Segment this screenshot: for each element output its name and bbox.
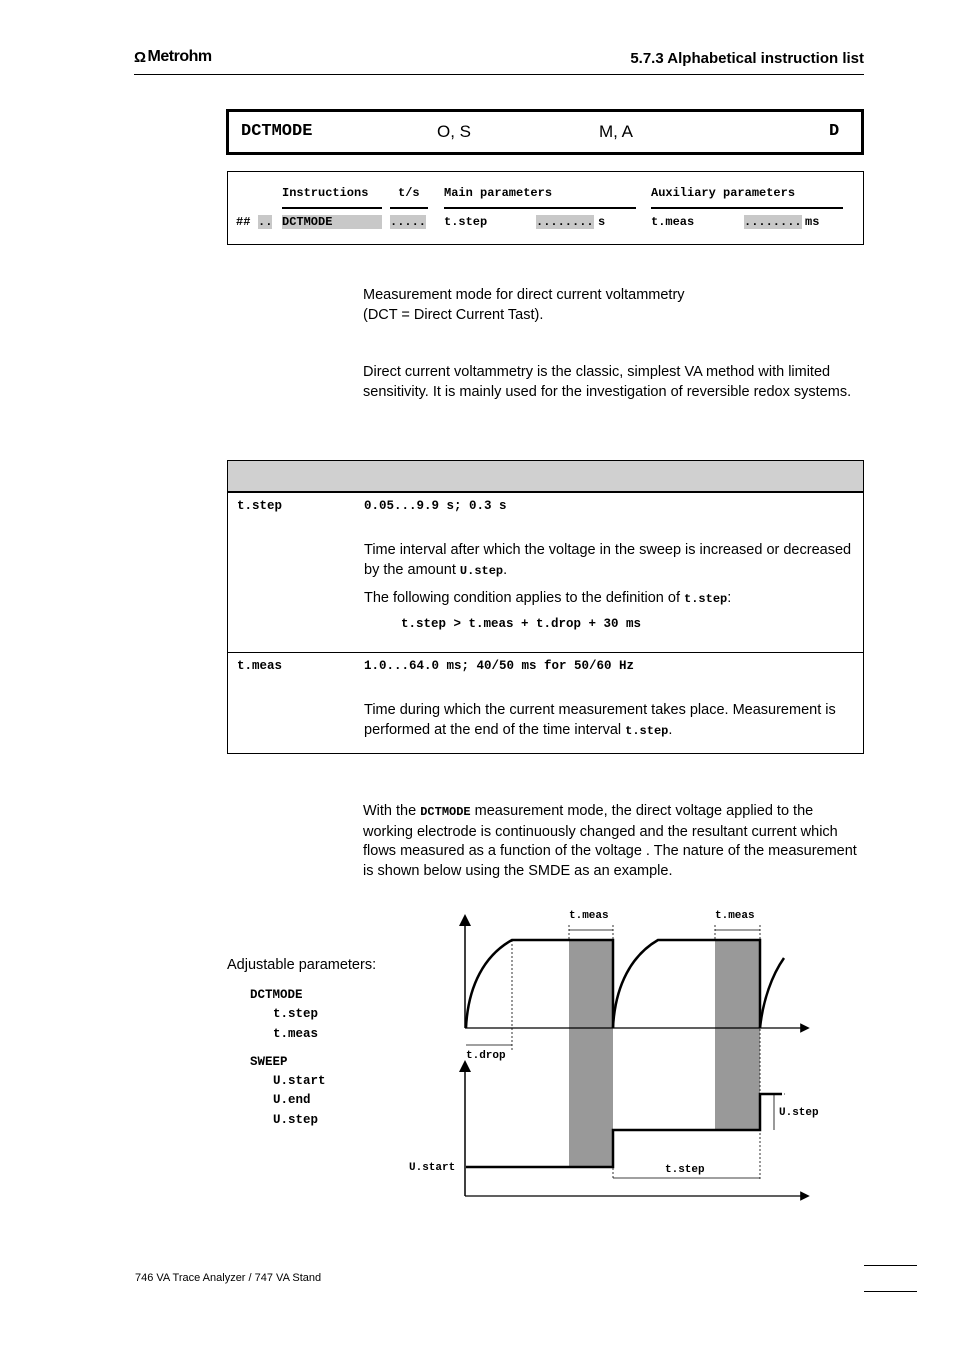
measurement-window-1 <box>569 940 613 1168</box>
adjustable-item: U.end <box>273 1093 311 1108</box>
description-paragraph: Direct current voltammetry is the classic, simplest VA method with limited sensitivity. It is mainly used for the investigation of reversible redox systems. <box>363 364 852 400</box>
syntax-table <box>227 171 864 245</box>
param-condition-t-step: The following condition applies to the definition of t.step: <box>364 590 732 606</box>
dct-timing-diagram <box>400 900 820 1210</box>
param-range-t-meas: 1.0...64.0 ms; 40/50 ms for 50/60 Hz <box>364 659 635 673</box>
syntax-aux-value: ........ <box>744 215 802 229</box>
syntax-header-aux: Auxiliary parameters <box>651 186 796 200</box>
adjustable-item: DCTMODE <box>250 988 303 1002</box>
adjustable-item: t.step <box>273 1007 319 1022</box>
u-step-label: U.step <box>779 1107 819 1119</box>
adjustable-title: Adjustable parameters: <box>227 957 377 973</box>
adjustable-item: U.start <box>273 1074 326 1089</box>
t-drop-label: t.drop <box>466 1050 506 1062</box>
command-box <box>226 109 864 155</box>
param-desc-t-step: Time interval after which the voltage in the sweep is increased or decreased by the amount U.step. <box>364 542 852 578</box>
footer-rule-bottom <box>864 1291 917 1292</box>
syntax-header-main: Main parameters <box>444 186 553 200</box>
underline-ts <box>390 207 428 209</box>
parameter-table <box>227 460 864 754</box>
underline-instructions <box>282 207 382 209</box>
footer-rule-top <box>864 1265 917 1266</box>
syntax-instruction: DCTMODE <box>282 215 382 229</box>
inline-code-t-step-2: t.step <box>625 723 669 738</box>
inline-code-dctmode: DCTMODE <box>420 805 471 819</box>
mode-paragraph: With the DCTMODE measurement mode, the direct voltage applied to the working electrode is continuously changed and the resultant current which flows measured as a function of the voltage . The nature of the measurement is shown below using the SMDE as an example. <box>363 803 857 879</box>
syntax-ts-value: ..... <box>390 215 427 229</box>
syntax-main-value: ........ <box>536 215 594 229</box>
description-block <box>363 286 863 325</box>
syntax-header-ts: t/s <box>398 186 420 200</box>
footer-text: 746 VA Trace Analyzer / 747 VA Stand <box>135 1272 322 1284</box>
command-type: D <box>829 122 840 141</box>
syntax-aux-unit: ms <box>805 215 820 229</box>
t-meas-label-2: t.meas <box>715 910 755 922</box>
syntax-main-unit: s <box>598 215 606 229</box>
section-title: 5.7.3 Alphabetical instruction list <box>630 50 864 67</box>
description-line2: (DCT = Direct Current Tast). <box>363 306 544 323</box>
inline-code-t-step: t.step <box>684 592 728 606</box>
param-desc-t-meas: Time during which the current measurement takes place. Measurement is performed at the end of the time interval t.step. <box>364 702 836 738</box>
header-divider <box>134 74 864 75</box>
underline-main <box>444 207 636 209</box>
adjustable-item: SWEEP <box>250 1054 288 1069</box>
param-name-t-meas: t.meas <box>237 659 283 673</box>
row-divider <box>228 652 863 653</box>
t-meas-label-1: t.meas <box>569 910 609 922</box>
param-range-t-step: 0.05...9.9 s; 0.3 s <box>364 499 507 513</box>
u-start-label: U.start <box>409 1162 456 1174</box>
adjustable-item: U.step <box>273 1112 319 1127</box>
syntax-header-instructions: Instructions <box>282 186 369 200</box>
inline-code-u-step: U.step <box>459 563 504 578</box>
syntax-main-param: t.step <box>444 215 488 229</box>
brand-logo <box>134 48 212 66</box>
param-formula: t.step > t.meas + t.drop + 30 ms <box>401 617 642 631</box>
measurement-window-2 <box>715 940 760 1130</box>
parameter-table-header <box>228 461 863 493</box>
description-line1: Measurement mode for direct current voltammetry <box>363 287 685 303</box>
adjustable-item: t.meas <box>273 1026 319 1041</box>
command-scope: O, S <box>437 122 472 141</box>
current-curve-3 <box>760 958 784 1028</box>
command-mode: M, A <box>599 122 634 141</box>
param-name-t-step: t.step <box>237 499 283 513</box>
underline-aux <box>651 207 843 209</box>
syntax-aux-param: t.meas <box>651 215 695 229</box>
adjustable-list <box>250 986 326 1130</box>
t-step-label: t.step <box>665 1164 705 1176</box>
command-name: DCTMODE <box>241 122 313 141</box>
omega-logo-icon: Ω <box>134 48 146 66</box>
logo-text: Metrohm <box>147 48 212 65</box>
syntax-dots: .. <box>258 215 273 229</box>
syntax-prefix: ## <box>236 215 251 229</box>
